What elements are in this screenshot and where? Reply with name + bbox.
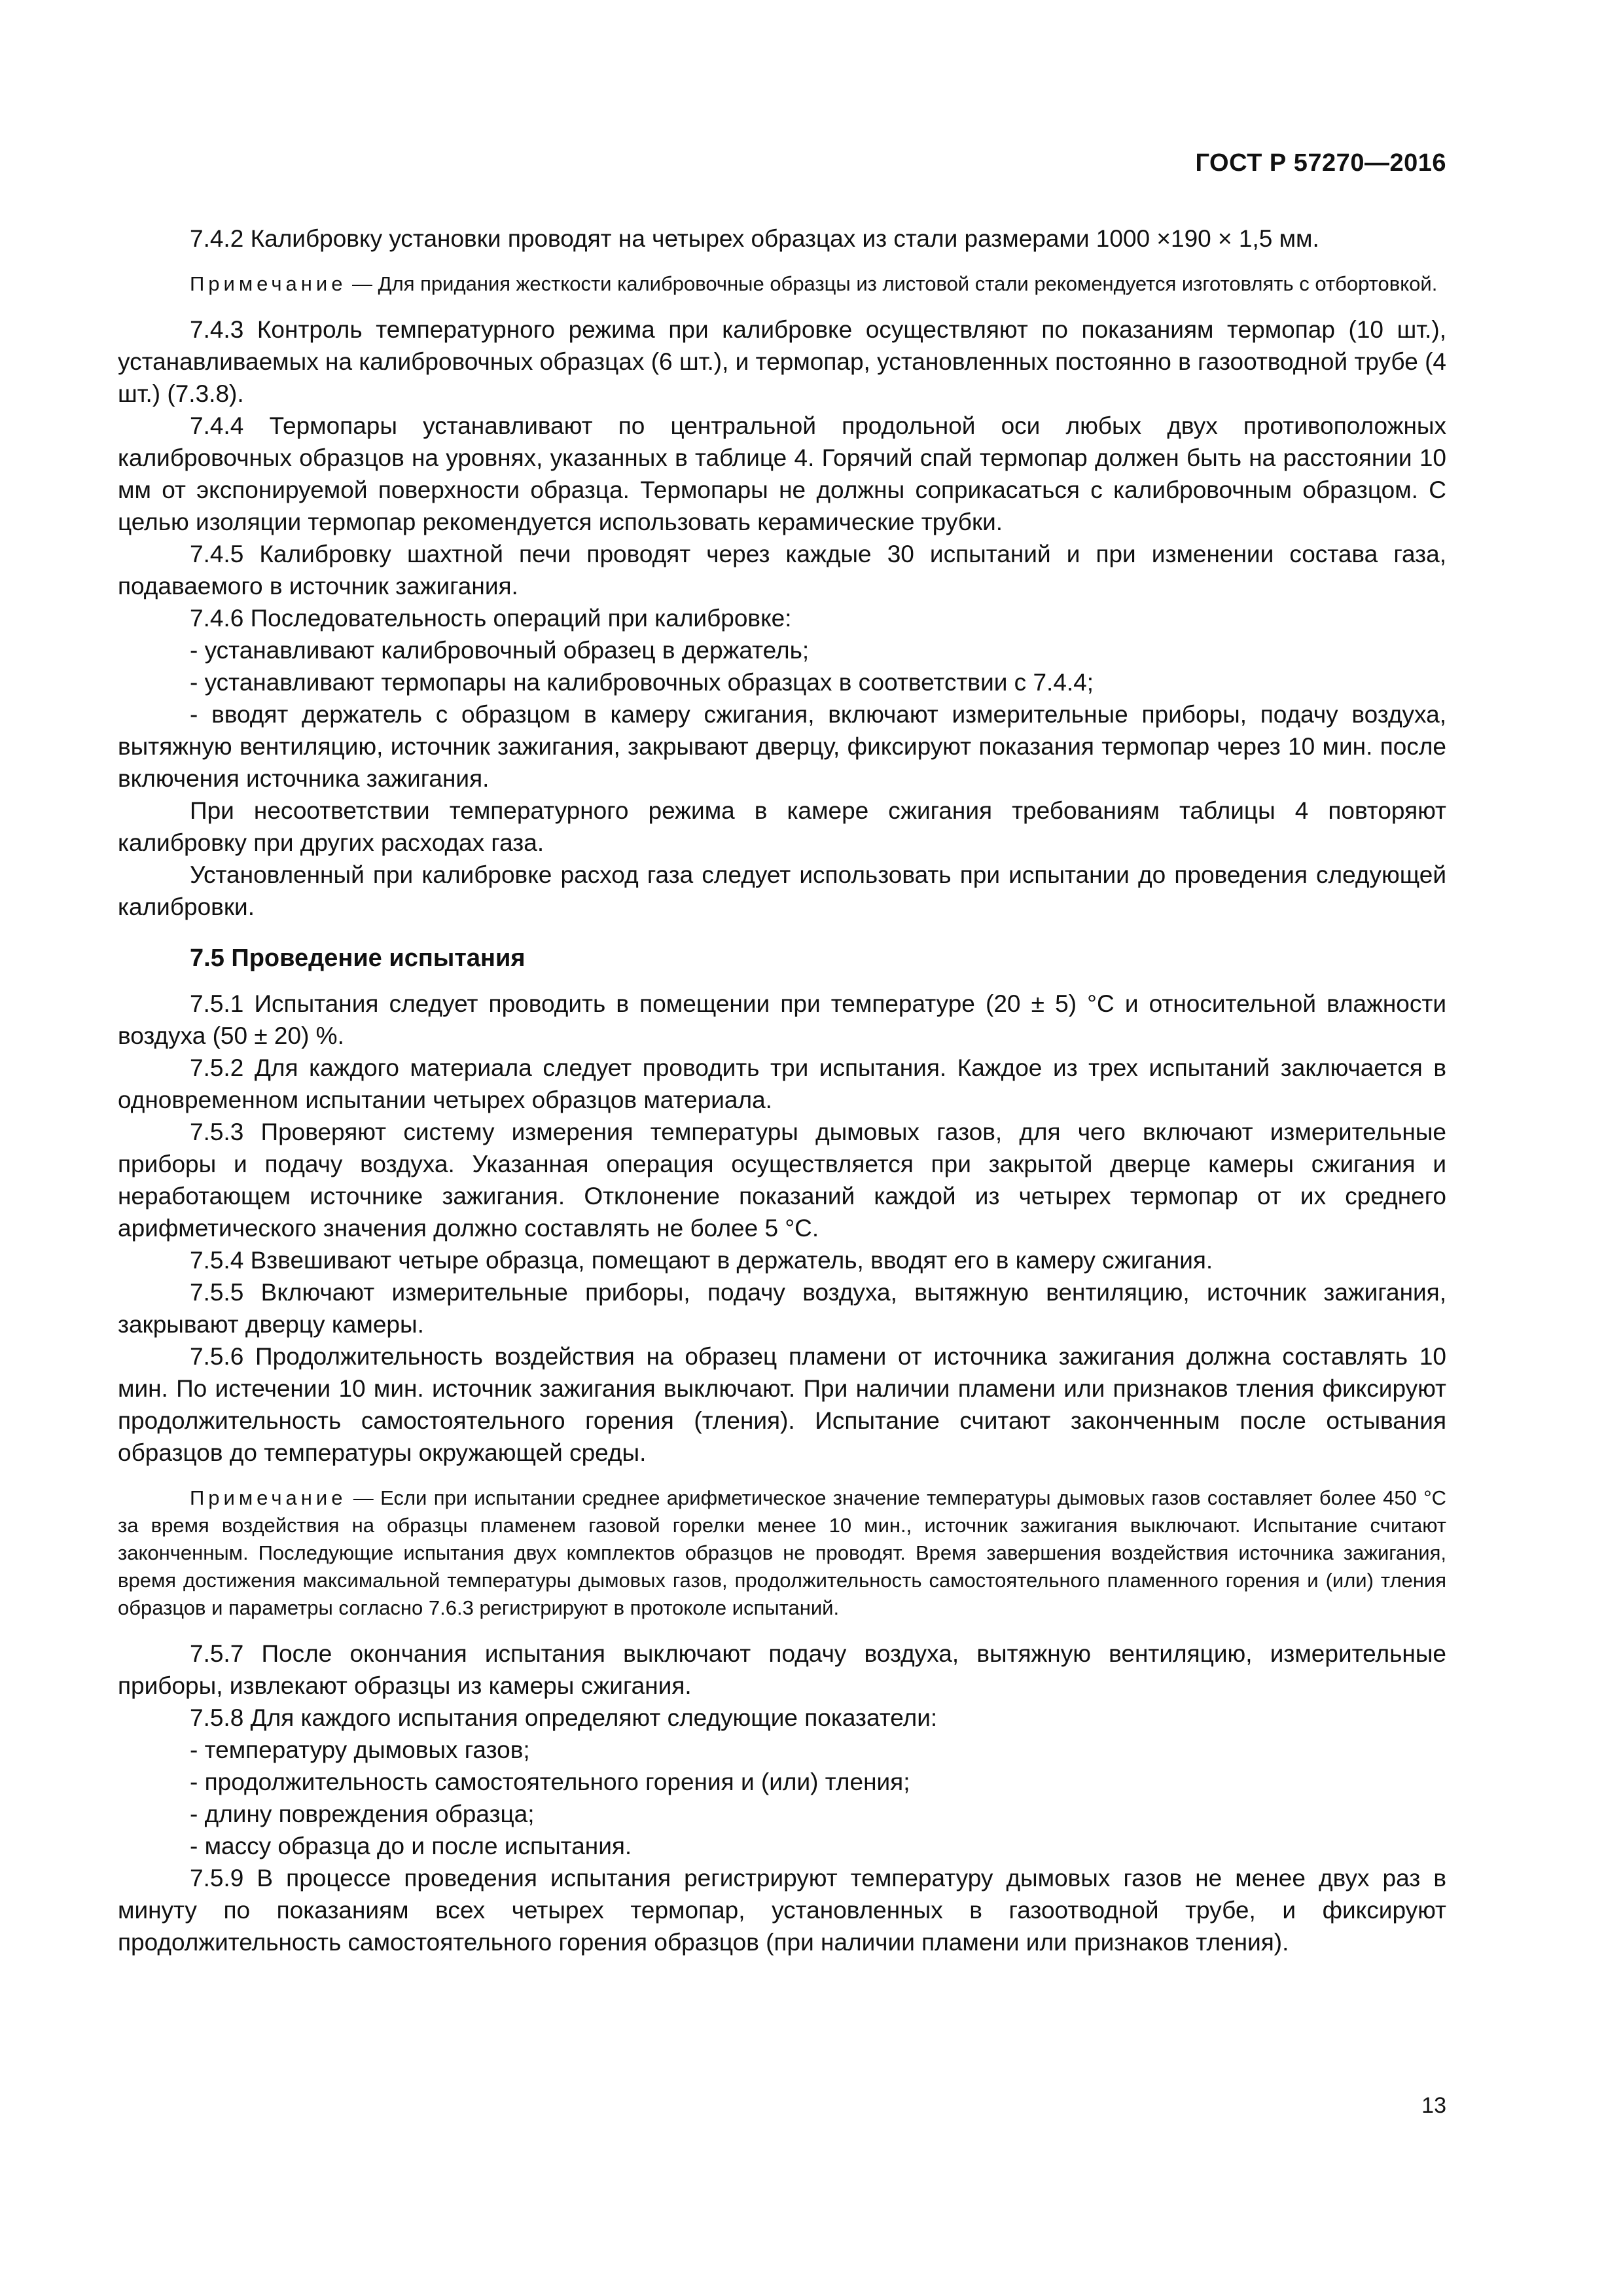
document-header: ГОСТ Р 57270—2016 bbox=[1195, 149, 1446, 177]
paragraph: 7.5.1 Испытания следует проводить в помещении при температуре (20 ± 5) °С и относительной влажности воздуха (50 ± 20) %. bbox=[118, 990, 1446, 1049]
list-item: - вводят держатель с образцом в камеру сжигания, включают измерительные приборы, подачу воздуха, вытяжную вентиляцию, источник зажигания, закрывают дверцу, фиксируют показания термопар через 10 мин. после включения источника зажигания. bbox=[118, 701, 1446, 792]
note-paragraph bbox=[118, 270, 1446, 298]
paragraph: 7.5.8 Для каждого испытания определяют следующие показатели: bbox=[190, 1704, 938, 1731]
note-text: — Для придания жесткости калибровочные образцы из листовой стали рекомендуется изготовлять с отбортовкой. bbox=[346, 272, 1438, 295]
note-label: Примечание bbox=[190, 1486, 347, 1509]
paragraph: 7.4.2 Калибровку установки проводят на четырех образцах из стали размерами 1000 ×190 × 1,5 мм. bbox=[190, 225, 1319, 252]
paragraph: 7.4.3 Контроль температурного режима при калибровке осуществляют по показаниям термопар (10 шт.), устанавливаемых на калибровочных образцах (6 шт.), и термопар, установленных постоянно в газоотводной трубе (4 шт.) (7.3.8). bbox=[118, 316, 1446, 407]
document-body bbox=[118, 223, 1446, 1958]
paragraph: Установленный при калибровке расход газа следует использовать при испытании до проведения следующей калибровки. bbox=[118, 861, 1446, 920]
paragraph: 7.5.4 Взвешивают четыре образца, помещают в держатель, вводят его в камеру сжигания. bbox=[190, 1247, 1213, 1274]
section-heading: 7.5 Проведение испытания bbox=[190, 944, 526, 972]
paragraph: При несоответствии температурного режима в камере сжигания требованиям таблицы 4 повторяют калибровку при других расходах газа. bbox=[118, 797, 1446, 856]
paragraph: 7.5.9 В процессе проведения испытания регистрируют температуру дымовых газов не менее двух раз в минуту по показаниям всех четырех термопар, установленных в газоотводной трубе, и фиксируют продолжительность самостоятельного горения образцов (при наличии пламени или признаков тления). bbox=[118, 1865, 1446, 1956]
paragraph: 7.5.7 После окончания испытания выключают подачу воздуха, вытяжную вентиляцию, измерительные приборы, извлекают образцы из камеры сжигания. bbox=[118, 1640, 1446, 1699]
page-number: 13 bbox=[1421, 2093, 1446, 2118]
paragraph: 7.5.5 Включают измерительные приборы, подачу воздуха, вытяжную вентиляцию, источник зажигания, закрывают дверцу камеры. bbox=[118, 1279, 1446, 1338]
paragraph: 7.5.3 Проверяют систему измерения температуры дымовых газов, для чего включают измерительные приборы и подачу воздуха. Указанная операция осуществляется при закрытой дверце камеры сжигания и неработающем источнике зажигания. Отклонение показаний каждой из четырех термопар от их среднего арифметического значения должно составлять не более 5 °С. bbox=[118, 1119, 1446, 1242]
paragraph: 7.4.4 Термопары устанавливают по центральной продольной оси любых двух противоположных калибровочных образцов на уровнях, указанных в таблице 4. Горячий спай термопар должен быть на расстоянии 10 мм от экспонируемой поверхности образца. Термопары не должны соприкасаться с калибровочным образцом. С целью изоляции термопар рекомендуется использовать керамические трубки. bbox=[118, 412, 1446, 535]
list-item: - устанавливают калибровочный образец в держатель; bbox=[190, 637, 810, 664]
list-item: - длину повреждения образца; bbox=[190, 1801, 535, 1827]
note-text: — Если при испытании среднее арифметическое значение температуры дымовых газов составляет более 450 °С за время воздействия на образцы пламенем газовой горелки менее 10 мин., источник зажигания выключают. Испытание считают законченным. Последующие испытания двух комплектов образцов не проводят. Время завершения воздействия источника зажигания, время достижения максимальной температуры дымовых газов, продолжительность самостоятельного пламенного горения и (или) тления образцов и параметры согласно 7.6.3 регистрируют в протоколе испытаний. bbox=[118, 1486, 1446, 1619]
list-item: - устанавливают термопары на калибровочных образцах в соответствии с 7.4.4; bbox=[190, 669, 1094, 696]
paragraph: 7.4.5 Калибровку шахтной печи проводят через каждые 30 испытаний и при изменении состава газа, подаваемого в источник зажигания. bbox=[118, 541, 1446, 600]
paragraph: 7.4.6 Последовательность операций при калибровке: bbox=[190, 605, 792, 632]
list-item: - массу образца до и после испытания. bbox=[190, 1833, 632, 1859]
paragraph: 7.5.2 Для каждого материала следует проводить три испытания. Каждое из трех испытаний заключается в одновременном испытании четырех образцов материала. bbox=[118, 1054, 1446, 1113]
list-item: - температуру дымовых газов; bbox=[190, 1736, 530, 1763]
paragraph: 7.5.6 Продолжительность воздействия на образец пламени от источника зажигания должна составлять 10 мин. По истечении 10 мин. источник зажигания выключают. При наличии пламени или признаков тления фиксируют продолжительность самостоятельного горения (тления). Испытание считают законченным после остывания образцов до температуры окружающей среды. bbox=[118, 1343, 1446, 1466]
note-label: Примечание bbox=[190, 272, 347, 295]
note-paragraph bbox=[118, 1484, 1446, 1622]
list-item: - продолжительность самостоятельного горения и (или) тления; bbox=[190, 1768, 910, 1795]
